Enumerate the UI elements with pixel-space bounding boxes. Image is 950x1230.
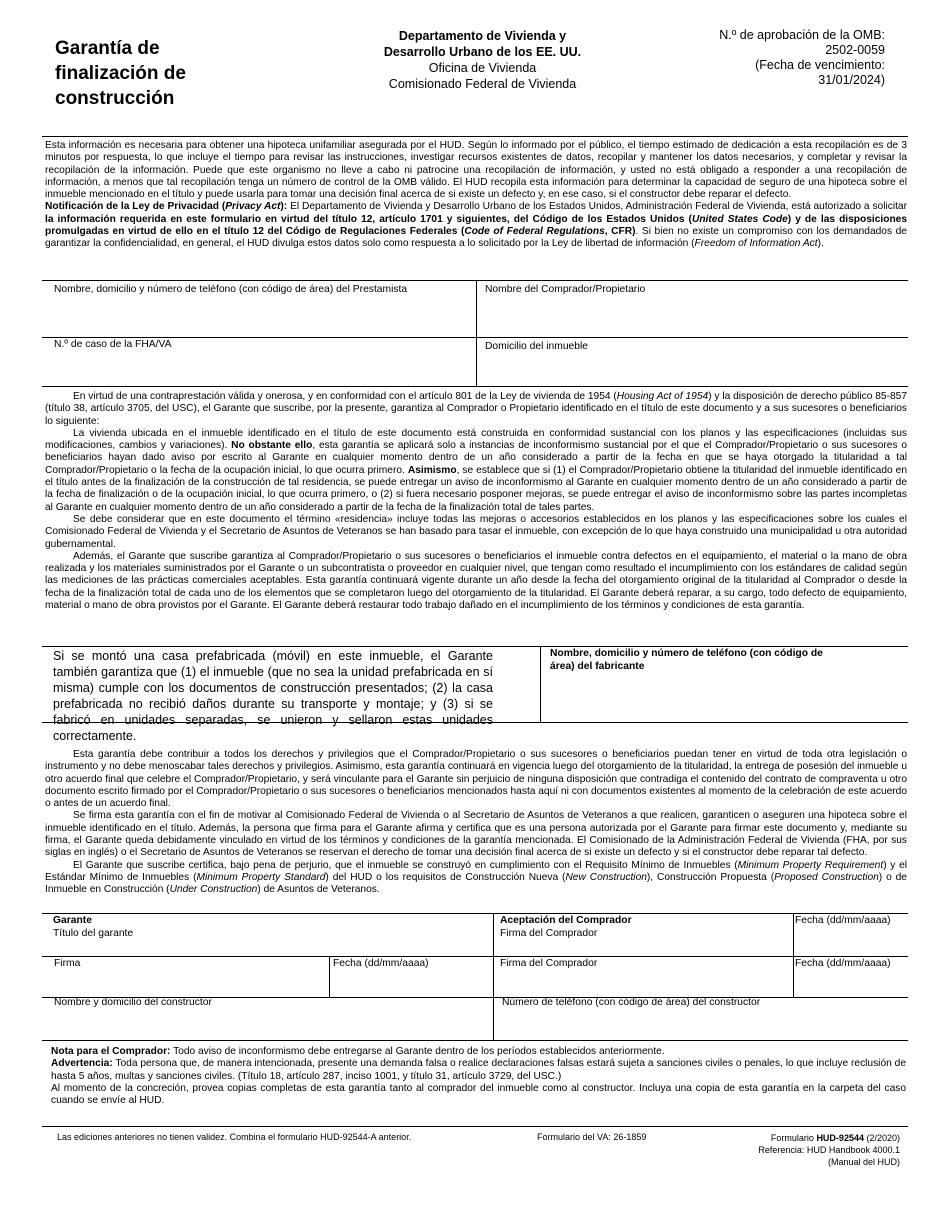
builder-phone-field[interactable] <box>502 997 902 1039</box>
buyer-note: Nota para el Comprador: Todo aviso de inconformismo debe entregarse al Garante dentro de los períodos establecidos anteriormente. <box>51 1046 665 1057</box>
divider <box>329 956 330 997</box>
omb-expiry-label: (Fecha de vencimiento: <box>755 58 885 72</box>
conformity-paragraph: La vivienda ubicada en el inmueble identificado en el título de este documento está construida en conformidad sustancial con los planos y las especificaciones (incluidas sus modificaciones, cambios y variaciones). No obstante ello, esta garantía se aplicará solo a instancias de inconformismo sustancial por el que el Comprador/Propietario o sus sucesores o beneficiarios hayan dado aviso por escrito al Garante en cualquier momento dentro de un año considerado a partir de la fecha en que se haya otorgado la titularidad a tal Comprador/Propietario o la fecha de la ocupación inicial, lo que ocurra primero. Asimismo, se establece que si (1) el Comprador/Propietario obtiene la titularidad del inmueble identificado en el título antes de la finalización de la construcción de tal residencia, se puede entregar un aviso de inconformismo al Garante en cualquier momento dentro de un año considerado a partir de la fecha de finalización o de la ocupación inicial, lo que ocurra primero, o (2) si fuera necesario posponer mejoras, se puede entregar el aviso de inconformismo sobre las partes incompletas al Garante en cualquier momento dentro de un año considerado a partir de la fecha de la finalización total de tales partes. <box>45 427 907 513</box>
manufacturer-field[interactable] <box>550 648 840 720</box>
property-address-field[interactable] <box>485 341 905 385</box>
guarantor-date-field[interactable] <box>333 958 491 996</box>
footer-form-number: Formulario HUD-92544 (2/2020) <box>770 1133 900 1143</box>
omb-approval <box>690 28 885 88</box>
consideration-paragraph: En virtud de una contraprestación válida y onerosa, y en conformidad con el artículo 801 de la Ley de vivienda de 1954 (Housing Act of 1954) y la disposición de derecho público 85-857 (título 38, artículo 3705, del USC), el Garante que suscribe, por la presente, garantiza al Comprador o Propietario identificado en el título de este documento y a sus sucesores o beneficiarios lo siguiente: <box>45 391 907 427</box>
manufactured-home-statement: Si se montó una casa prefabricada (móvil) en este inmueble, el Garante también garantiza que (1) el inmueble (que no sea la unidad prefabricada en sí misma) cumple con los documentos de construcción presentados; (2) la casa prefabricada no recibió daños durante su transporte y montaje; y (3) si se fabricó en unidades separadas, se unieron y sellaron estas unidades correctamente. <box>53 649 493 743</box>
defects-paragraph: Además, el Garante que suscribe garantiza al Comprador/Propietario o sus sucesores o beneficiarios el inmueble contra defectos en el equipamiento, el material o la mano de obra realizada y los materiales suministrados por el Garante o un subcontratista o proveedor en cualquier nivel, que tengan como resultado el incumplimiento con los estándares de calidad según las mediciones de las prácticas comerciales aceptables. Esta garantía continuará vigente durante un año desde la fecha del otorgamiento original de la titularidad al Comprador o desde la fecha de la finalización total de cada uno de los elementos que se completaron luego del otorgamiento de la titularidad. El Garante deberá reparar, a su cargo, todo defecto de equipamiento, material o mano de obra provistos por el Garante. El Garante deberá restaurar todo trabajo dañado en el incumplimiento de los términos y condiciones de esta garantía. <box>45 550 907 612</box>
buyer-name-label: Nombre del Comprador/Propietario <box>485 284 646 295</box>
divider <box>42 1040 908 1041</box>
divider <box>793 913 794 997</box>
rights-paragraph: Esta garantía debe contribuir a todos los derechos y privilegios que el Comprador/Propietario o sus sucesores o beneficiarios puedan tener en virtud de toda otra legislación o instrumento y no debe menoscabar tales derechos y privilegios. Asimismo, esta garantía continuará en vigencia luego del otorgamiento de la titularidad, la entrega de posesión del inmueble u otro acuerdo final que celebre el Comprador/Propietario, y será vinculante para el Garante sin perjuicio de ninguna disposición que contradiga el contenido del contrato de compraventa u otro documento escrito firmado por el Comprador/Propietario o sus sucesores o beneficiarios mencionados hasta aquí ni con documentos existentes al momento de la celebración de este acuerdo o antes de un acuerdo final. <box>45 749 907 810</box>
closing-instruction: Al momento de la concreción, provea copias completas de esta garantía tanto al comprador del inmueble como al constructor. Incluya una copia de esta garantía en la carpeta del caso cuando se envíe al HUD. <box>51 1082 906 1107</box>
footer-reference: Referencia: HUD Handbook 4000.1 <box>758 1145 900 1155</box>
date-label: Fecha (dd/mm/aaaa) <box>795 958 891 969</box>
department-block <box>355 28 610 92</box>
buyer-date-field[interactable] <box>795 915 907 955</box>
warning-note: Advertencia: Toda persona que, de manera intencionada, presente una demanda falsa o realice declaraciones falsas estará sujeta a sanciones civiles o penales, lo que incluye reclusión de hasta 5 años, multas y sanciones civiles. (Título 18, artículo 287, inciso 1001, y título 31, artículo 3729, del USC.) <box>51 1058 906 1082</box>
divider <box>42 386 908 387</box>
footer-manual: (Manual del HUD) <box>827 1157 900 1167</box>
office-name: Oficina de Vivienda <box>428 61 537 75</box>
residence-definition-paragraph: Se debe considerar que en este documento el término «residencia» incluye todas las mejoras o accesorios establecidos en los planos y las especificaciones sobre los cuales el Comisionado Federal de Vivienda y el Secretario de Asuntos de Veteranos se han basado para tasar el inmueble, con excepción de lo que haya construido una municipalidad u otra autoridad gubernamental. <box>45 513 907 550</box>
divider <box>42 646 908 647</box>
form-title-line: Garantía de <box>55 38 160 59</box>
warranty-terms <box>45 391 907 612</box>
builder-name-field[interactable] <box>54 997 489 1039</box>
privacy-notice: Notificación de la Ley de Privacidad (Privacy Act): El Departamento de Vivienda y Desarrollo Urbano de los Estados Unidos, Administración Federal de Vivienda, está autorizado a solicitar la información requerida en este formulario en virtud del título 12, artículo 1701 y siguientes, del Código de los Estados Unidos (United States Code) y de las disposiciones promulgadas en virtud de ello en el título 12 del Código de Regulaciones Federales (Code of Federal Regulations, CFR). Si bien no existe un compromiso con los demandados de garantizar la confidencialidad, en general, el HUD divulga estos datos solo como respuesta a lo solicitado por la Ley de libertad de información (Freedom of Information Act). <box>45 201 907 250</box>
builder-name-label: Nombre y domicilio del constructor <box>54 997 212 1008</box>
form-title-line: construcción <box>55 88 175 109</box>
buyer-name-field[interactable] <box>485 284 905 336</box>
commissioner-name: Comisionado Federal de Vivienda <box>388 77 577 91</box>
buyer-date-field-2[interactable] <box>795 958 907 996</box>
guarantor-title-label: Título del garante <box>53 927 134 939</box>
divider <box>42 956 908 957</box>
omb-number: 2502-0059 <box>825 43 885 57</box>
burden-statement <box>45 140 907 251</box>
builder-phone-label: Número de teléfono (con código de área) del constructor <box>502 997 761 1008</box>
property-address-label: Domicilio del inmueble <box>485 341 589 352</box>
buyer-signature-label: Firma del Comprador <box>500 958 598 969</box>
footer-va-form: Formulario del VA: 26-1859 <box>537 1132 647 1142</box>
case-number-label: N.º de caso de la FHA/VA <box>54 339 172 350</box>
divider <box>493 913 494 1040</box>
notes-section <box>51 1046 906 1107</box>
lender-label: Nombre, domicilio y número de teléfono (con código de área) del Prestamista <box>54 284 408 295</box>
date-label: Fecha (dd/mm/aaaa) <box>795 915 891 926</box>
department-name: Desarrollo Urbano de los EE. UU. <box>383 45 582 59</box>
case-number-field[interactable] <box>54 339 474 385</box>
footer-form-id <box>700 1132 900 1168</box>
omb-label: N.º de aprobación de la OMB: <box>719 28 885 42</box>
buyer-signature-field-2[interactable] <box>500 958 790 996</box>
divider <box>42 913 908 914</box>
footer-editions-note: Las ediciones anteriores no tienen validez. Combina el formulario HUD-92544-A anterior. <box>57 1132 412 1142</box>
buyer-signature-label: Firma del Comprador <box>500 927 598 939</box>
divider <box>476 280 477 386</box>
divider <box>540 646 541 722</box>
buyer-signature-field[interactable] <box>500 915 790 955</box>
form-title <box>55 36 285 111</box>
divider <box>42 136 908 137</box>
buyer-acceptance-heading: Aceptación del Comprador <box>500 915 632 926</box>
guarantor-title-field[interactable] <box>53 915 488 955</box>
additional-terms <box>45 749 907 897</box>
certification-paragraph: El Garante que suscribe certifica, bajo pena de perjurio, que el inmueble se construyó en cumplimiento con el Requisito Mínimo de Inmuebles (Minimum Property Requirement) y el Estándar Mínimo de Inmuebles (Minimum Property Standard) del HUD o los requisitos de Construcción Nueva (New Construction), Construcción Propuesta (Proposed Construction) o de Inmueble en Construcción (Under Construction) de Asuntos de Veteranos. <box>45 859 907 896</box>
date-label: Fecha (dd/mm/aaaa) <box>333 958 429 969</box>
omb-expiry-date: 31/01/2024) <box>818 73 885 87</box>
form-title-line: finalización de <box>55 63 186 84</box>
signature-label: Firma <box>54 958 81 969</box>
burden-paragraph: Esta información es necesaria para obtener una hipoteca unifamiliar asegurada por el HUD. Según lo informado por el público, el tiempo estimado de dedicación a esta recopilación es de 3 minutos por respuesta, lo que incluye el tiempo para revisar las instrucciones, investigar recursos existentes de datos, recopilar y mantener los datos necesarios, y completar y revisar la recopilación de la información. Puede que este organismo no lleve a cabo ni patrocine una recopilación de información, y usted no está obligado a responder a una recopilación de información, a menos que tal recopilación tenga un número de control de la OMB válido. El HUD recopila esta información para determinar la capacidad de seguro de una hipoteca sobre el inmueble mencionado en el título y puede usarla para tomar una decisión final acerca de si existe un defecto y, en ese caso, si el constructor debe reparar el defecto. <box>45 140 907 201</box>
divider <box>42 1126 908 1127</box>
lender-field[interactable] <box>54 284 474 336</box>
divider <box>42 280 908 281</box>
department-name: Departamento de Vivienda y <box>398 29 567 43</box>
divider <box>42 337 908 338</box>
purpose-paragraph: Se firma esta garantía con el fin de motivar al Comisionado Federal de Vivienda o al Secretario de Asuntos de Veteranos a que realicen, garanticen o aseguren una hipoteca sobre el inmueble identificado en el título. Además, la persona que firma para el Garante afirma y certifica que es una persona autorizada por el Garante para firmar este documento y, mediante su firma, el Garante queda debidamente vinculado en virtud de los términos y condiciones de la garantía mencionada. El Comisionado de la Administración Federal de Vivienda (FHA, por sus siglas en inglés) o el Secretario de Asuntos de Veteranos se reservan el derecho de tomar una decisión final acerca de si existe un defecto y si el constructor debe reparar tal defecto. <box>45 810 907 859</box>
guarantor-signature-field[interactable] <box>54 958 326 996</box>
manufacturer-label: Nombre, domicilio y número de teléfono (con código de área) del fabricante <box>550 648 823 672</box>
guarantor-heading: Garante <box>53 915 92 926</box>
